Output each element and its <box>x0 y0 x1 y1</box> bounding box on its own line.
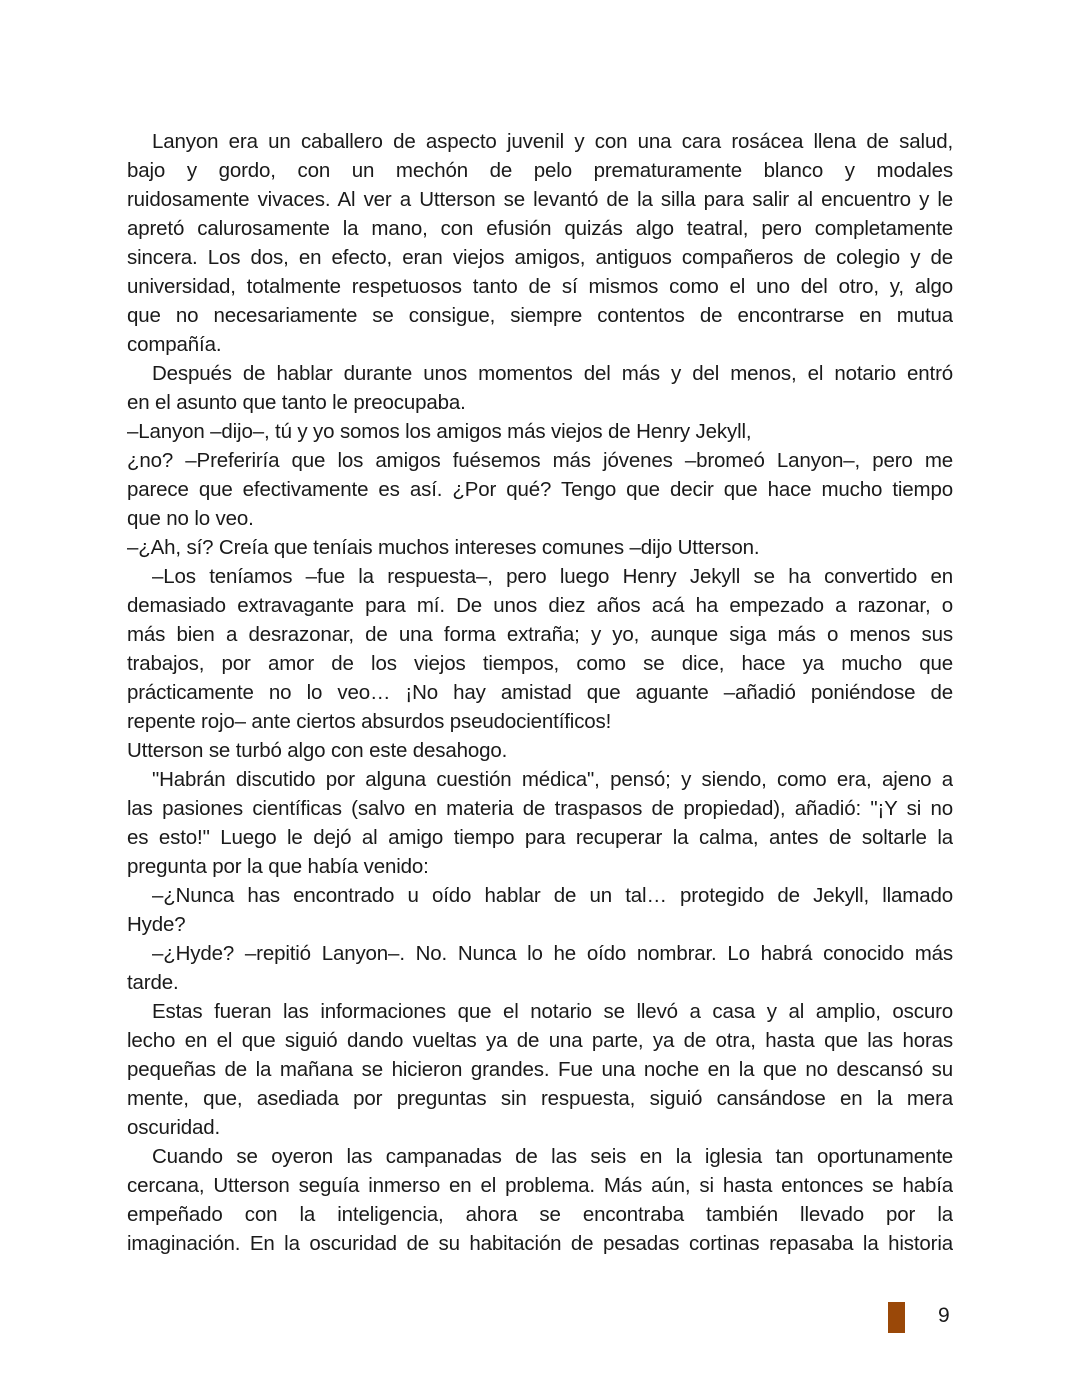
page-marker-bar <box>888 1302 905 1333</box>
text-line: que no lo veo. <box>127 507 254 530</box>
text-line: trabajos, por amor de los viejos tiempos, como se dice, hace ya mucho que <box>127 652 953 675</box>
text-line: Cuando se oyeron las campanadas de las seis en la iglesia tan oportunamente <box>152 1145 953 1168</box>
text-line: mente, que, asediada por preguntas sin respuesta, siguió cansándose en la mera <box>127 1087 953 1110</box>
text-line: imaginación. En la oscuridad de su habitación de pesadas cortinas repasaba la historia <box>127 1232 953 1255</box>
text-line: en el asunto que tanto le preocupaba. <box>127 391 466 414</box>
text-line: lecho en el que siguió dando vueltas ya de una parte, ya de otra, hasta que las horas <box>127 1029 953 1052</box>
text-line: ruidosamente vivaces. Al ver a Utterson se levantó de la silla para salir al encuentro y le <box>127 188 953 211</box>
page-number: 9 <box>938 1304 950 1327</box>
text-line: Estas fueran las informaciones que el notario se llevó a casa y al amplio, oscuro <box>152 1000 953 1023</box>
text-line: sincera. Los dos, en efecto, eran viejos amigos, antiguos compañeros de colegio y de <box>127 246 953 269</box>
text-line: tarde. <box>127 971 179 994</box>
text-line: universidad, totalmente respetuosos tanto de sí mismos como el uno del otro, y, algo <box>127 275 953 298</box>
text-line: Utterson se turbó algo con este desahogo. <box>127 739 508 762</box>
text-line: demasiado extravagante para mí. De unos diez años acá ha empezado a razonar, o <box>127 594 953 617</box>
body-text <box>127 127 953 1258</box>
text-line: pequeñas de la mañana se hicieron grandes. Fue una noche en la que no descansó su <box>127 1058 953 1081</box>
text-line: –Los teníamos –fue la respuesta–, pero luego Henry Jekyll se ha convertido en <box>152 565 953 588</box>
text-line: –¿Ah, sí? Creía que teníais muchos intereses comunes –dijo Utterson. <box>127 536 760 559</box>
text-line: pregunta por la que había venido: <box>127 855 429 878</box>
text-line: "Habrán discutido por alguna cuestión médica", pensó; y siendo, como era, ajeno a <box>152 768 953 791</box>
text-line: ¿no? –Preferiría que los amigos fuésemos más jóvenes –bromeó Lanyon–, pero me <box>127 449 953 472</box>
text-line: empeñado con la inteligencia, ahora se encontraba también llevado por la <box>127 1203 953 1226</box>
text-line: –Lanyon –dijo–, tú y yo somos los amigos más viejos de Henry Jekyll, <box>127 420 752 443</box>
text-line: –¿Hyde? –repitió Lanyon–. No. Nunca lo he oído nombrar. Lo habrá conocido más <box>152 942 953 965</box>
text-line: que no necesariamente se consigue, siempre contentos de encontrarse en mutua <box>127 304 953 327</box>
text-line: más bien a desrazonar, de una forma extraña; y yo, aunque siga más o menos sus <box>127 623 953 646</box>
text-line: oscuridad. <box>127 1116 221 1139</box>
text-line: Hyde? <box>127 913 186 936</box>
text-line: apretó calurosamente la mano, con efusión quizás algo teatral, pero completamente <box>127 217 953 240</box>
text-line: compañía. <box>127 333 222 356</box>
text-line: Después de hablar durante unos momentos del más y del menos, el notario entró <box>152 362 953 385</box>
text-line: –¿Nunca has encontrado u oído hablar de un tal… protegido de Jekyll, llamado <box>152 884 953 907</box>
text-line: repente rojo– ante ciertos absurdos pseudocientíficos! <box>127 710 612 733</box>
text-line: cercana, Utterson seguía inmerso en el problema. Más aún, si hasta entonces se había <box>127 1174 953 1197</box>
text-line: las pasiones científicas (salvo en materia de traspasos de propiedad), añadió: "¡Y si no <box>127 797 953 820</box>
text-line: Lanyon era un caballero de aspecto juvenil y con una cara rosácea llena de salud, <box>152 130 953 153</box>
text-line: es esto!" Luego le dejó al amigo tiempo para recuperar la calma, antes de soltarle la <box>127 826 953 849</box>
text-line: bajo y gordo, con un mechón de pelo prematuramente blanco y modales <box>127 159 953 182</box>
text-line: prácticamente no lo veo… ¡No hay amistad que aguante –añadió poniéndose de <box>127 681 953 704</box>
text-line: parece que efectivamente es así. ¿Por qué? Tengo que decir que hace mucho tiempo <box>127 478 953 501</box>
